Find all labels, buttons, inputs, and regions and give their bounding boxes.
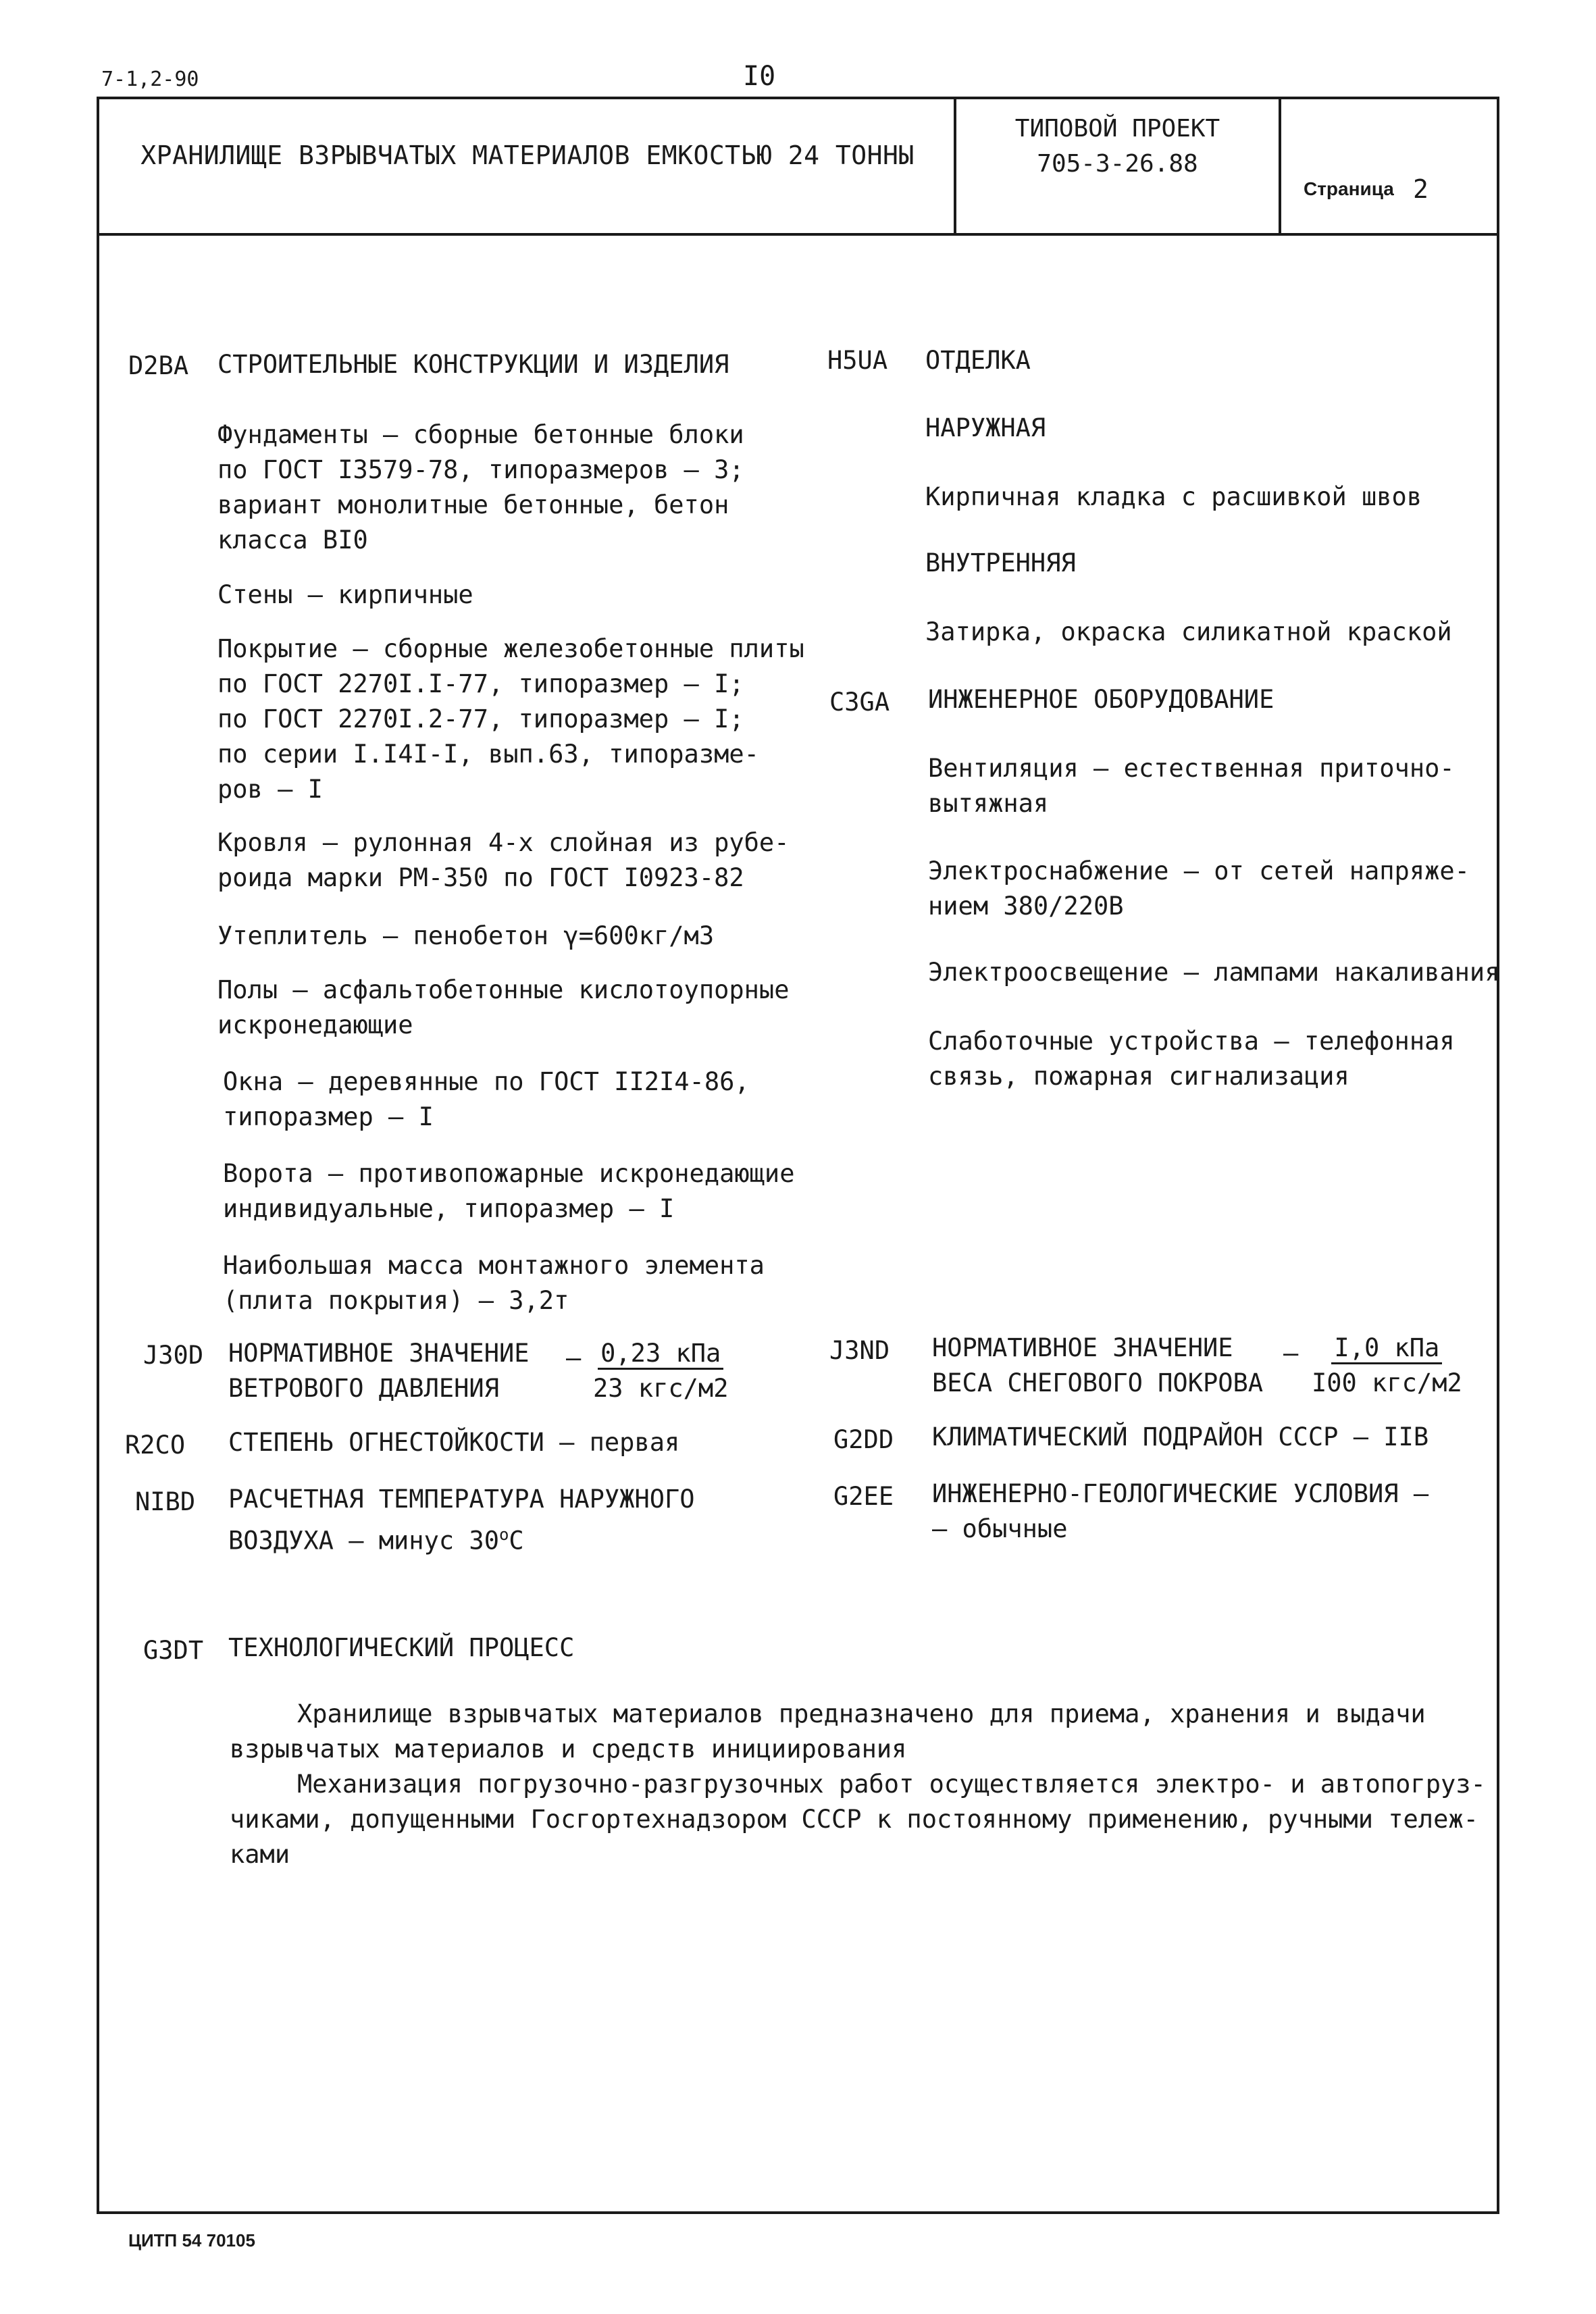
insulation-text: Утеплитель – пенобетон γ=600кг/м3	[217, 921, 715, 950]
floors-line: искронедающие	[217, 1010, 413, 1039]
sheet-number: I0	[743, 61, 776, 92]
snow-label	[932, 1331, 1263, 1401]
roofing-line: роида марки РМ-350 по ГОСТ I0923-82	[217, 863, 744, 892]
page-frame	[97, 97, 1499, 2214]
tech-paragraph-line: Механизация погрузочно-разгрузочных работ осуществляется электро- и автопогруз-	[297, 1770, 1486, 1799]
param-code-wind: J30D	[143, 1341, 204, 1370]
section-code-finish: H5UA	[827, 346, 888, 375]
heaviest-block	[223, 1248, 765, 1318]
project-label: ТИПОВОЙ ПРОЕКТ	[1014, 115, 1220, 143]
foundations-line: класса BI0	[217, 525, 368, 555]
param-code-fire: R2CO	[125, 1431, 186, 1460]
wind-label-line: ВЕТРОВОГО ДАВЛЕНИЯ	[228, 1374, 499, 1403]
gates-line: индивидуальные, типоразмер – I	[223, 1194, 675, 1223]
windows-line: Окна – деревянные по ГОСТ II2I4-86,	[223, 1067, 750, 1096]
roofing-line: Кровля – рулонная 4-х слойная из рубе-	[217, 828, 790, 857]
ventilation-line: Вентиляция – естественная приточно-	[928, 754, 1455, 783]
wind-value-kgs: 23 кгс/м2	[593, 1374, 729, 1403]
section-heading-finish: ОТДЕЛКА	[925, 346, 1031, 375]
foundations-block	[217, 417, 744, 558]
project-number: 705-3-26.88	[1037, 150, 1198, 178]
fire-resistance-text: СТЕПЕНЬ ОГНЕСТОЙКОСТИ – первая	[228, 1428, 680, 1457]
param-code-temp: NIBD	[135, 1487, 196, 1516]
roof-cover-line: ров – I	[217, 775, 323, 804]
title-divider-2	[1279, 97, 1281, 236]
geo-block	[932, 1476, 1428, 1547]
section-heading-tech: ТЕХНОЛОГИЧЕСКИЙ ПРОЦЕСС	[228, 1633, 575, 1662]
roof-cover-line: по ГОСТ 2270I.2-77, типоразмер – I;	[217, 704, 744, 734]
power-block	[928, 854, 1470, 924]
param-code-snow: J3ND	[829, 1336, 890, 1365]
section-code-tech: G3DT	[143, 1636, 204, 1665]
windows-block	[223, 1064, 750, 1135]
tech-paragraph-line: ками	[230, 1840, 290, 1869]
tech-paragraph-line: Хранилище взрывчатых материалов предназначено для приема, хранения и выдачи	[297, 1699, 1426, 1728]
floors-line: Полы – асфальтобетонные кислотоупорные	[217, 975, 790, 1004]
param-code-climate: G2DD	[833, 1425, 894, 1454]
degree-sign: о	[498, 1525, 509, 1544]
foundations-line: Фундаменты – сборные бетонные блоки	[217, 420, 744, 449]
heaviest-line: Наибольшая масса монтажного элемента	[223, 1251, 765, 1280]
section-code-engineering: C3GA	[829, 688, 890, 717]
low-current-line: связь, пожарная сигнализация	[928, 1062, 1349, 1091]
floors-block	[217, 973, 789, 1043]
document-title: ХРАНИЛИЩЕ ВЗРЫВЧАТЫХ МАТЕРИАЛОВ ЕМКОСТЬЮ 24 ТОННЫ	[140, 140, 915, 170]
wind-label-line: НОРМАТИВНОЕ ЗНАЧЕНИЕ	[228, 1339, 530, 1368]
ventilation-line: вытяжная	[928, 789, 1049, 818]
roof-cover-line: по серии I.I4I-I, вып.63, типоразме-	[217, 740, 759, 769]
tech-paragraph-line: взрывчатых материалов и средств инициирования	[230, 1734, 907, 1764]
snow-value-kpa: I,0 кПа	[1331, 1333, 1442, 1364]
snow-dash: –	[1283, 1339, 1299, 1368]
gates-line: Ворота – противопожарные искронедающие	[223, 1159, 795, 1188]
heaviest-line: (плита покрытия) – 3,2т	[223, 1286, 569, 1315]
low-current-block	[928, 1024, 1455, 1094]
param-code-geo: G2EE	[833, 1482, 894, 1511]
geo-line: – обычные	[932, 1514, 1068, 1543]
outer-finish-text: Кирпичная кладка с расшивкой швов	[925, 482, 1422, 511]
snow-label-line: ВЕСА СНЕГОВОГО ПОКРОВА	[932, 1368, 1264, 1397]
temperature-line: РАСЧЕТНАЯ ТЕМПЕРАТУРА НАРУЖНОГО	[228, 1485, 695, 1514]
footer-stamp: ЦИТП 54 70105	[128, 2230, 255, 2251]
windows-line: типоразмер – I	[223, 1102, 434, 1131]
climate-text: КЛИМАТИЧЕСКИЙ ПОДРАЙОН СССР – IIВ	[932, 1422, 1429, 1451]
inner-finish-text: Затирка, окраска силикатной краской	[925, 617, 1452, 646]
wind-label	[228, 1336, 530, 1406]
outer-finish-heading: НАРУЖНАЯ	[925, 413, 1046, 442]
foundations-line: по ГОСТ I3579-78, типоразмеров – 3;	[217, 455, 744, 484]
tech-description	[230, 1697, 1486, 1872]
walls-text: Стены – кирпичные	[217, 580, 473, 609]
low-current-line: Слаботочные устройства – телефонная	[928, 1027, 1455, 1056]
power-line: Электроснабжение – от сетей напряже-	[928, 856, 1470, 885]
lighting-text: Электроосвещение – лампами накаливания	[928, 958, 1500, 987]
tech-paragraph-line: чиками, допущенными Госгортехнадзором СССР к постоянному применению, ручными тележ-	[230, 1805, 1478, 1834]
snow-value-kgs: I00 кгс/м2	[1312, 1368, 1462, 1397]
gates-block	[223, 1156, 794, 1227]
page-label: Страница	[1304, 178, 1394, 199]
temperature-unit: С	[509, 1526, 524, 1555]
temperature-value: ВОЗДУХА – минус 30	[228, 1526, 499, 1555]
page-number: 2	[1413, 174, 1428, 204]
ventilation-block	[928, 751, 1455, 821]
wind-dash: –	[566, 1343, 582, 1372]
section-heading-structures: СТРОИТЕЛЬНЫЕ КОНСТРУКЦИИ И ИЗДЕЛИЯ	[217, 350, 729, 379]
roof-cover-block	[217, 632, 804, 807]
roof-cover-line: по ГОСТ 2270I.I-77, типоразмер – I;	[217, 669, 744, 698]
snow-value	[1312, 1331, 1462, 1401]
temperature-line	[228, 1517, 695, 1558]
doc-code: 7-1,2-90	[101, 68, 199, 91]
snow-label-line: НОРМАТИВНОЕ ЗНАЧЕНИЕ	[932, 1333, 1233, 1362]
inner-finish-heading: ВНУТРЕННЯЯ	[925, 548, 1076, 577]
section-code-structures: D2BA	[128, 351, 189, 380]
section-heading-engineering: ИНЖЕНЕРНОЕ ОБОРУДОВАНИЕ	[928, 685, 1275, 714]
power-line: нием 380/220В	[928, 892, 1124, 921]
geo-line: ИНЖЕНЕРНО-ГЕОЛОГИЧЕСКИЕ УСЛОВИЯ –	[932, 1479, 1429, 1508]
temperature-block	[228, 1482, 695, 1558]
wind-value	[593, 1336, 728, 1406]
foundations-line: вариант монолитные бетонные, бетон	[217, 490, 729, 519]
wind-value-kpa: 0,23 кПа	[598, 1339, 723, 1370]
roof-cover-line: Покрытие – сборные железобетонные плиты	[217, 634, 804, 663]
roofing-block	[217, 825, 789, 896]
